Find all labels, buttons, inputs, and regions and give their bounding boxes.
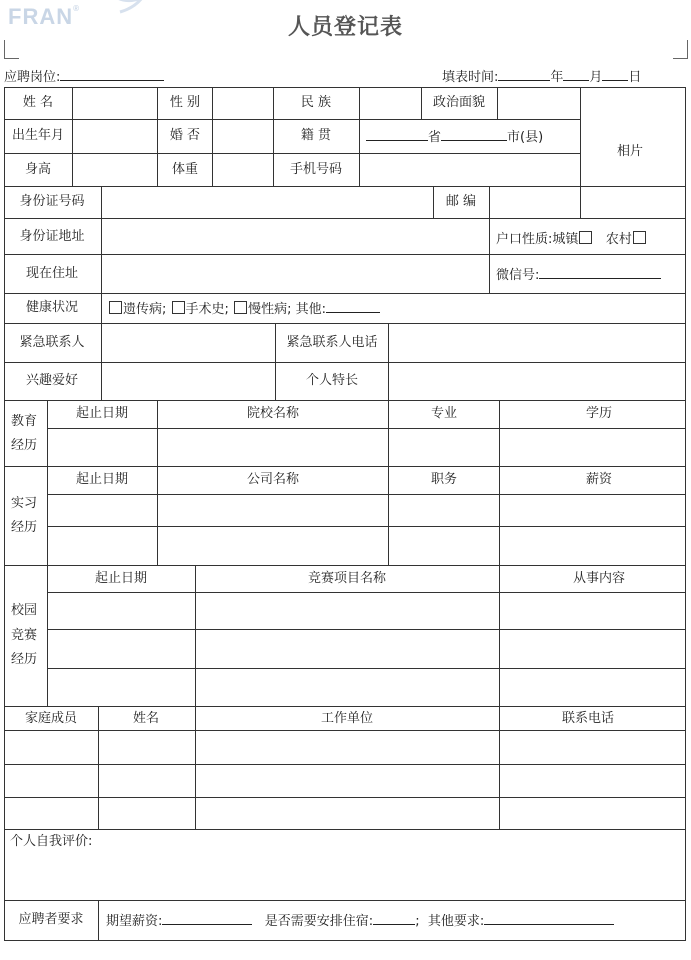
education-label-top: 教育 [10, 414, 38, 429]
label-emergency-phone: 紧急联系人电话 [286, 335, 378, 350]
label-marital: 婚 否 [169, 128, 201, 143]
label-weight: 体重 [171, 162, 199, 177]
label-id-address: 身份证地址 [19, 229, 85, 244]
edu-header-major: 专业 [430, 406, 458, 421]
label-emergency-contact: 紧急联系人 [19, 335, 85, 350]
label-political: 政治面貌 [432, 95, 486, 110]
label-current-address: 现在住址 [25, 266, 79, 281]
edu-header-school: 院校名称 [246, 406, 300, 421]
photo-area[interactable]: 相片 [616, 144, 644, 159]
position-field[interactable]: 应聘岗位: [4, 66, 164, 85]
competition-label-2: 竞赛 [10, 628, 38, 643]
genetic-checkbox[interactable] [109, 301, 122, 314]
intern-header-company: 公司名称 [246, 472, 300, 487]
hukou-field[interactable]: 户口性质:城镇 农村 [496, 231, 647, 248]
health-options[interactable]: 遗传病; 手术史; 慢性病; 其他: [108, 300, 380, 318]
intern-header-dates: 起止日期 [75, 472, 129, 487]
label-health: 健康状况 [25, 300, 79, 315]
wechat-field[interactable]: 微信号: [496, 266, 661, 284]
self-evaluation-label: 个人自我评价: [10, 834, 93, 849]
label-ethnicity: 民 族 [300, 95, 332, 110]
requirements-label: 应聘者要求 [18, 912, 84, 927]
company-logo: FRAN® [8, 4, 81, 29]
label-hobbies: 兴趣爱好 [25, 373, 79, 388]
label-name: 姓 名 [22, 95, 54, 110]
intern-header-position: 职务 [430, 472, 458, 487]
edu-header-degree: 学历 [585, 406, 613, 421]
competition-label-1: 校园 [10, 603, 38, 618]
education-label-bottom: 经历 [10, 438, 38, 453]
internship-label-top: 实习 [10, 496, 38, 511]
internship-label-bottom: 经历 [10, 520, 38, 535]
comp-header-project: 竞赛项目名称 [307, 571, 387, 586]
label-specialty: 个人特长 [305, 373, 359, 388]
label-gender: 性 别 [169, 95, 201, 110]
requirements-fields[interactable]: 期望薪资: 是否需要安排住宿: ; 其他要求: [106, 912, 614, 930]
family-header-employer: 工作单位 [320, 711, 374, 726]
label-id-number: 身份证号码 [19, 194, 85, 209]
label-height: 身高 [24, 162, 52, 177]
comp-header-dates: 起止日期 [94, 571, 148, 586]
label-postcode: 邮 编 [445, 194, 477, 209]
competition-label-3: 经历 [10, 652, 38, 667]
family-header-member: 家庭成员 [24, 711, 78, 726]
fill-time-field[interactable]: 填表时间: 年 月 日 [442, 70, 642, 85]
label-native-place: 籍 贯 [300, 128, 332, 143]
label-phone: 手机号码 [289, 162, 343, 177]
hukou-rural-checkbox[interactable] [633, 231, 646, 244]
chronic-checkbox[interactable] [234, 301, 247, 314]
form-title: 人员登记表 [287, 15, 403, 40]
family-header-name: 姓名 [132, 711, 160, 726]
hukou-urban-checkbox[interactable] [579, 231, 592, 244]
intern-header-salary: 薪资 [585, 472, 613, 487]
edu-header-dates: 起止日期 [75, 406, 129, 421]
comp-header-content: 从事内容 [572, 571, 626, 586]
label-birth: 出生年月 [11, 128, 65, 143]
surgery-checkbox[interactable] [172, 301, 185, 314]
family-header-phone: 联系电话 [561, 711, 615, 726]
native-place-field[interactable]: 省 市(县) [366, 128, 543, 146]
